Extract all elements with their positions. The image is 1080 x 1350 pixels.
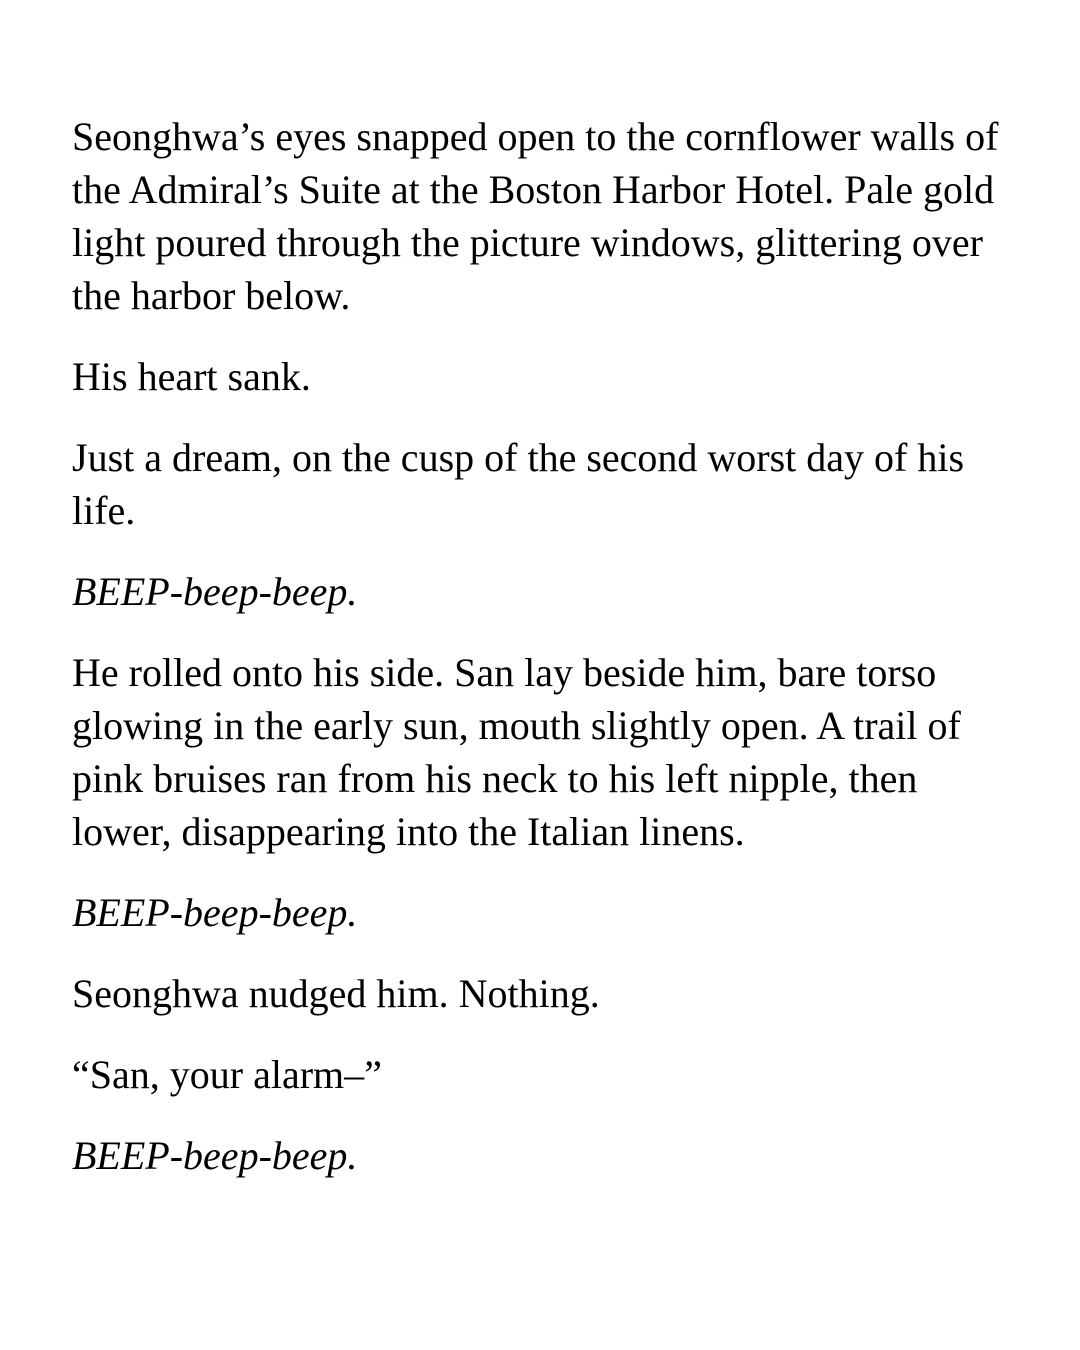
paragraph: He rolled onto his side. San lay beside him, bare torso glowing in the early sun, mouth slightly open. A trail of pink bruises ran from his neck to his left nipple, then lower, disappearing into the Italian linens. [72,650,961,854]
paragraph-sound-effect: BEEP-beep-beep. [72,1133,358,1178]
paragraph-dialogue: “San, your alarm–” [72,1052,382,1097]
paragraph: Just a dream, on the cusp of the second worst day of his life. [72,435,965,533]
paragraph: Seonghwa nudged him. Nothing. [72,971,600,1016]
paragraph-sound-effect: BEEP-beep-beep. [72,569,358,614]
paragraph-sound-effect: BEEP-beep-beep. [72,890,358,935]
paragraph: His heart sank. [72,354,311,399]
paragraph: Seonghwa’s eyes snapped open to the cornflower walls of the Admiral’s Suite at the Boston Harbor Hotel. Pale gold light poured through the picture windows, glittering over the harbor below. [72,114,999,318]
